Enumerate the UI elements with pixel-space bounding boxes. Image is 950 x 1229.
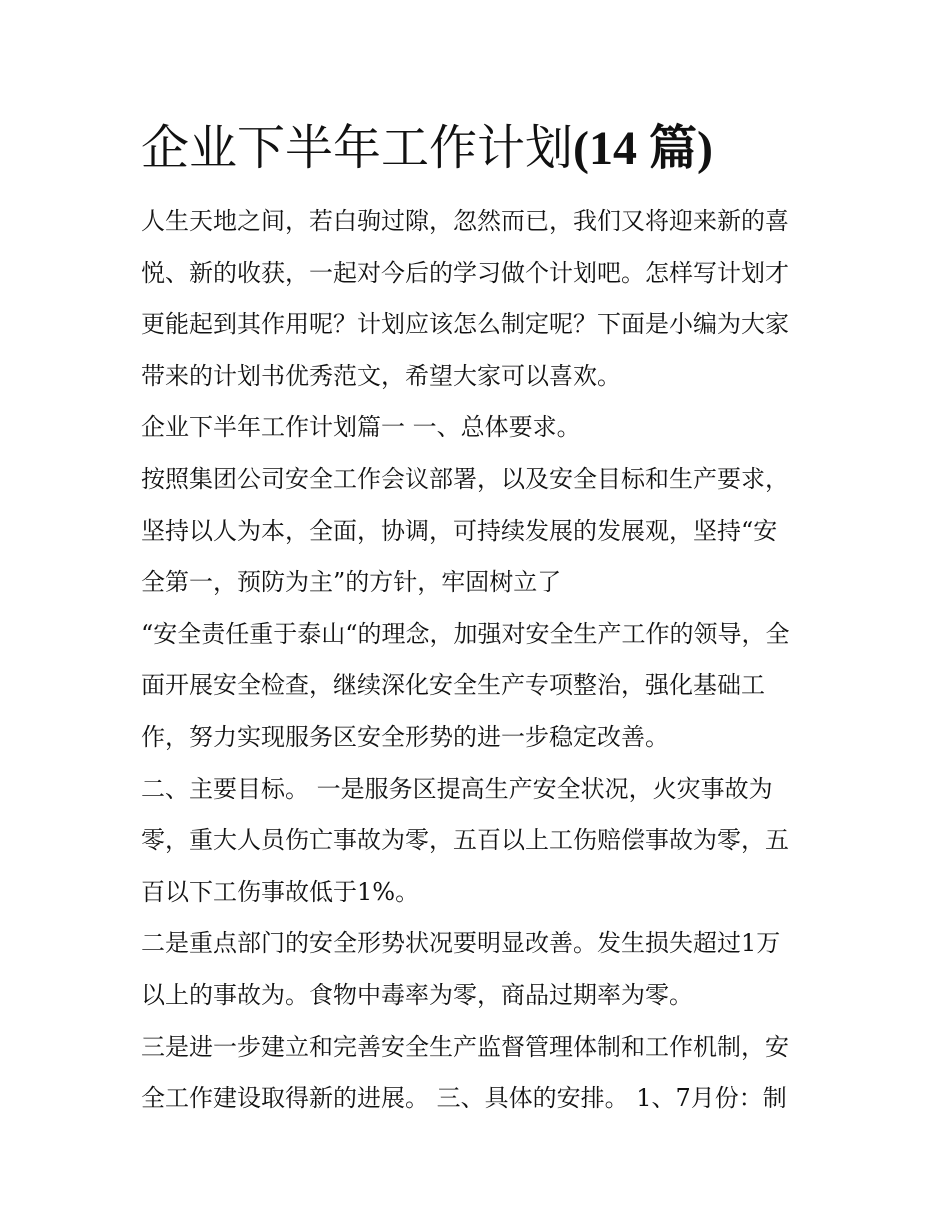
- body-line: 带来的计划书优秀范文，希望大家可以喜欢。: [141, 361, 621, 390]
- body-line: 作，努力实现服务区安全形势的进一步稳定改善。: [141, 722, 669, 751]
- body-line: 按照集团公司安全工作会议部署，以及安全目标和生产要求，: [141, 464, 789, 493]
- body-line: “安全责任重于泰山“的理念，加强对安全生产工作的领导，全: [141, 619, 790, 648]
- document-title-suffix: (14 篇): [573, 122, 713, 175]
- body-line: 更能起到其作用呢？计划应该怎么制定呢？下面是小编为大家: [141, 310, 789, 339]
- document-title-text: 企业下半年工作计划: [141, 120, 574, 176]
- body-line: 面开展安全检查，继续深化安全生产专项整治，强化基础工: [141, 671, 765, 700]
- document-body: [141, 196, 821, 1125]
- body-line: 三是进一步建立和完善安全生产监督管理体制和工作机制，安: [141, 1032, 789, 1061]
- body-line: 企业下半年工作计划篇一 一、总体要求。: [141, 413, 581, 442]
- body-line: 百以下工伤事故低于1%。: [141, 877, 420, 906]
- document-title: [141, 112, 841, 185]
- body-line: 二、主要目标。 一是服务区提高生产安全状况，火灾事故为: [141, 774, 773, 803]
- body-line: 全第一，预防为主”的方针，牢固树立了: [141, 568, 562, 597]
- body-line: 以上的事故为。食物中毒率为零，商品过期率为零。: [141, 980, 693, 1009]
- body-line: 全工作建设取得新的进展。 三、具体的安排。 1、7月份：制: [141, 1084, 787, 1113]
- body-line: 二是重点部门的安全形势状况要明显改善。发生损失超过1万: [141, 929, 781, 958]
- body-line: 悦、新的收获，一起对今后的学习做个计划吧。怎样写计划才: [141, 258, 789, 287]
- body-line: 坚持以人为本，全面，协调，可持续发展的发展观，坚持“安: [141, 516, 778, 545]
- body-line: 零，重大人员伤亡事故为零，五百以上工伤赔偿事故为零，五: [141, 826, 789, 855]
- body-line: 人生天地之间，若白驹过隙，忽然而已，我们又将迎来新的喜: [141, 207, 789, 235]
